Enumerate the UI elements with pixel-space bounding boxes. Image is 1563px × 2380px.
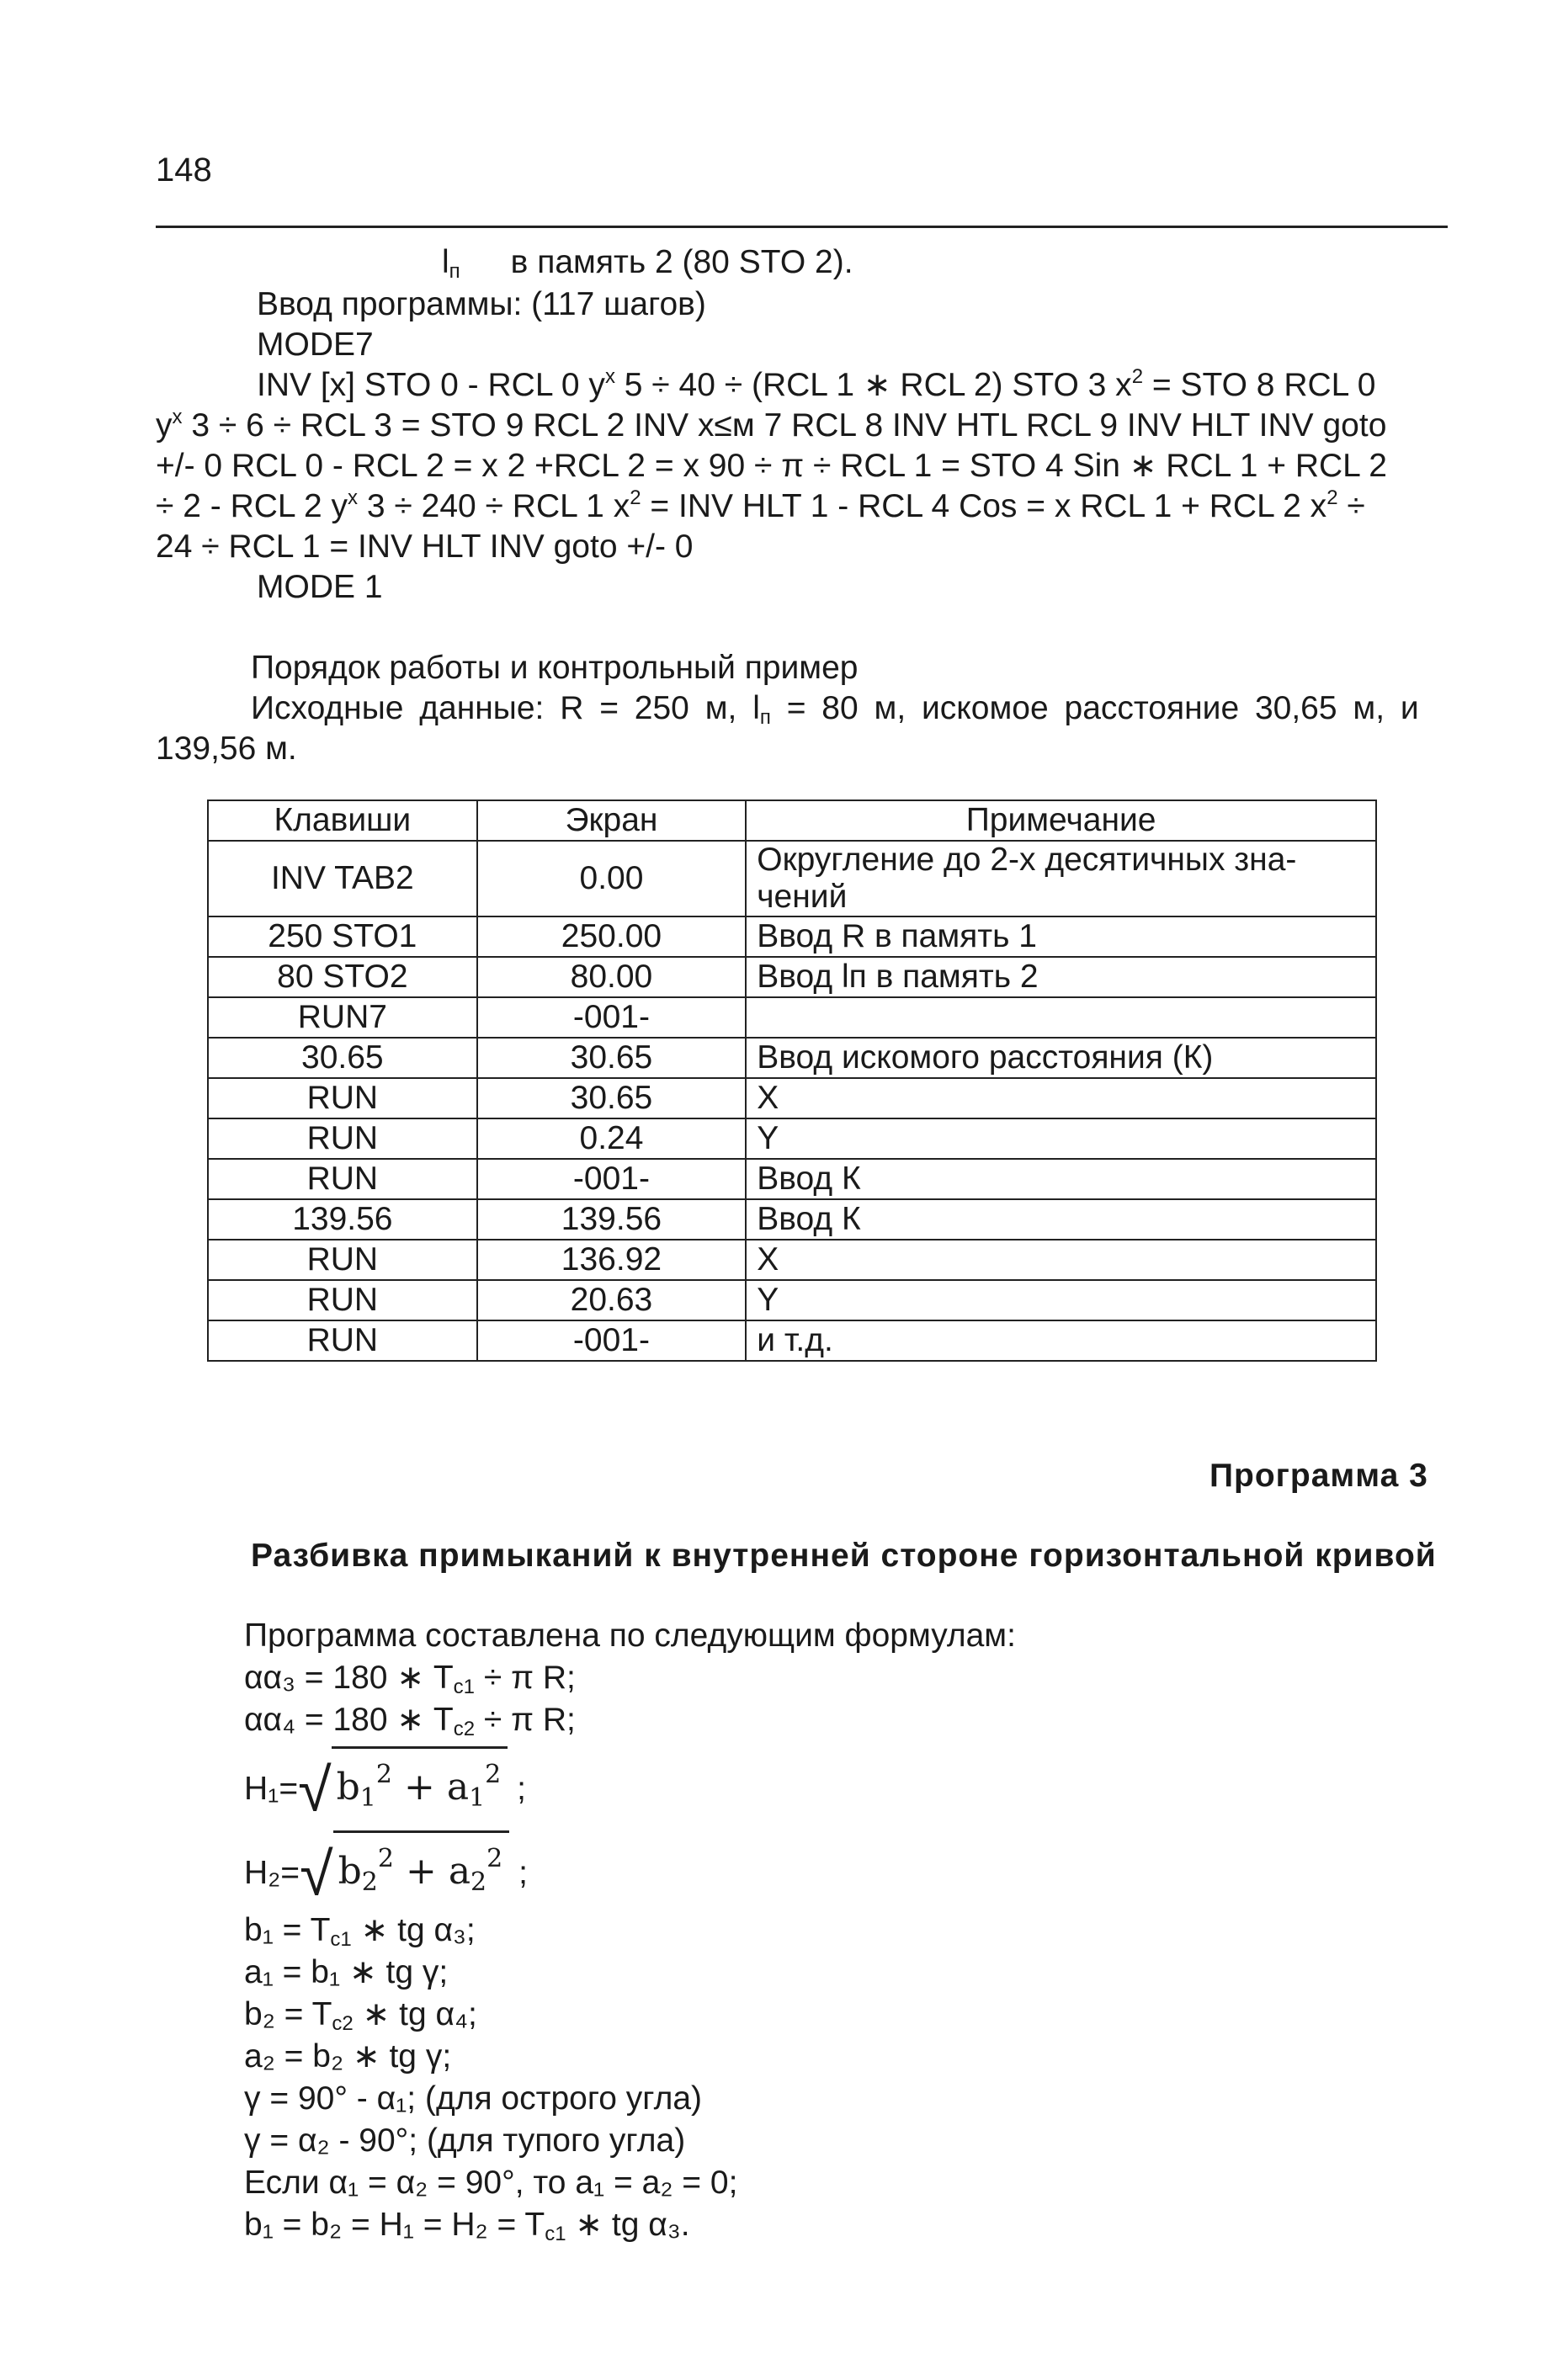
- cell-note: Ввод К: [746, 1199, 1376, 1240]
- table-row: [208, 957, 1376, 997]
- cell-screen: 20.63: [477, 1280, 747, 1320]
- table-row: [208, 1240, 1376, 1280]
- column-header-screen: Экран: [477, 800, 747, 841]
- table-row: [208, 1280, 1376, 1320]
- formula-alpha4: αα₄ = 180 ∗ $T_{c2} \div \pi$ R;: [244, 1702, 576, 1740]
- cell-note: [746, 997, 1376, 1038]
- memory-line: $l_п$ в память 2 (80 STO 2).: [442, 244, 853, 283]
- initial-data-line: Исходные данные: R = 250 м, $l_п = 80$ м, искомое расстояние 30,65 м, и: [251, 690, 1419, 729]
- procedure-heading: Порядок работы и контрольный пример: [251, 650, 859, 686]
- cell-screen: 136.92: [477, 1240, 747, 1280]
- cell-screen: 80.00: [477, 957, 747, 997]
- cell-keys: 250 STO1: [208, 916, 477, 957]
- program-3-label: Программа 3: [1209, 1458, 1428, 1494]
- cell-keys: RUN: [208, 1240, 477, 1280]
- cell-note: Ввод R в память 1: [746, 916, 1376, 957]
- cell-note: и т.д.: [746, 1320, 1376, 1361]
- formula-condition: Если α₁ = α₂ = 90°, то a₁ = a₂ = 0;: [244, 2165, 738, 2201]
- table-row: [208, 1118, 1376, 1159]
- cell-keys: 30.65: [208, 1038, 477, 1078]
- sqrt-icon: √: [300, 1841, 333, 1909]
- cell-keys: 139.56: [208, 1199, 477, 1240]
- formula-h2: H₂=√ $b_2^2 + a_2^2$ ;: [244, 1830, 528, 1907]
- formulas-intro: Программа составлена по следующим формулам:: [244, 1618, 1016, 1654]
- program-code-line-5: 24 ÷ RCL 1 = INV HLT INV goto +/- 0: [156, 529, 694, 565]
- cell-note: Ввод К: [746, 1159, 1376, 1199]
- cell-note: Ввод lп в память 2: [746, 957, 1376, 997]
- program-code-line-2: $y^x$ 3 ÷ 6 ÷ RCL 3 = STO 9 RCL 2 INV x≤м 7 RCL 8 INV HTL RCL 9 INV HLT INV goto: [156, 406, 1387, 444]
- section-title: Разбивка примыканий к внутренней стороне горизонтальной кривой: [251, 1538, 1437, 1574]
- table-row: [208, 841, 1376, 916]
- cell-keys: RUN: [208, 1118, 477, 1159]
- cell-screen: -001-: [477, 1159, 747, 1199]
- table-row: [208, 997, 1376, 1038]
- formula-equalities: $b_1 = b_2 = H_1 = H_2 = T_{c1}$ ∗ tg α₃.: [244, 2207, 690, 2245]
- cell-screen: 30.65: [477, 1038, 747, 1078]
- program-code-line-3: +/- 0 RCL 0 - RCL 2 = x 2 +RCL 2 = x 90 ÷ π ÷ RCL 1 = STO 4 Sin ∗ RCL 1 + RCL 2: [156, 448, 1387, 484]
- formula-a1: a₁ = b₁ ∗ tg γ;: [244, 1954, 449, 1990]
- cell-note: Округление до 2-х десятичных зна- чений: [746, 841, 1376, 916]
- sqrt-icon: √: [298, 1756, 332, 1825]
- program-code-line-1: INV [x] STO 0 - RCL 0 $y^x$ 5 ÷ 40 ÷ (RCL 1 ∗ RCL 2) STO 3 $x^2$ = STO 8 RCL 0: [257, 365, 1376, 403]
- cell-screen: 0.24: [477, 1118, 747, 1159]
- cell-keys: RUN: [208, 1159, 477, 1199]
- cell-note: X: [746, 1078, 1376, 1118]
- table-row: [208, 1078, 1376, 1118]
- initial-data-line-2: 139,56 м.: [156, 730, 297, 767]
- table-header-row: [208, 800, 1376, 841]
- column-header-note: Примечание: [746, 800, 1376, 841]
- formula-b2: $b_2 = T_{c2}$ ∗ tg α₄;: [244, 1996, 477, 2035]
- cell-keys: 80 STO2: [208, 957, 477, 997]
- table-row: [208, 1199, 1376, 1240]
- cell-keys: RUN: [208, 1280, 477, 1320]
- cell-keys: RUN7: [208, 997, 477, 1038]
- cell-note: X: [746, 1240, 1376, 1280]
- cell-note: Y: [746, 1280, 1376, 1320]
- mode1-line: MODE 1: [257, 569, 383, 605]
- cell-screen: 139.56: [477, 1199, 747, 1240]
- formula-gamma-obtuse: γ = α₂ - 90°; (для тупого угла): [244, 2122, 686, 2159]
- program-code-line-4: ÷ 2 - RCL 2 $y^x$ 3 ÷ 240 ÷ RCL 1 $x^2$ = INV HLT 1 - RCL 4 Cos = x RCL 1 + RCL 2 $x^2$ ÷: [156, 486, 1365, 524]
- cell-keys: RUN: [208, 1078, 477, 1118]
- table-row: [208, 1159, 1376, 1199]
- cell-screen: -001-: [477, 997, 747, 1038]
- formula-b1: $b_1 = T_{c1}$ ∗ tg α₃;: [244, 1912, 476, 1951]
- formula-gamma-acute: γ = 90° - α₁; (для острого угла): [244, 2080, 703, 2117]
- formula-a2: a₂ = b₂ ∗ tg γ;: [244, 2038, 452, 2075]
- mode7-line: MODE7: [257, 327, 374, 363]
- page-number: 148: [156, 151, 212, 189]
- column-header-keys: Клавиши: [208, 800, 477, 841]
- cell-note: Y: [746, 1118, 1376, 1159]
- table-row: [208, 1038, 1376, 1078]
- table-row: [208, 916, 1376, 957]
- formula-alpha3: αα₃ = 180 ∗ $T_{c1} \div \pi$ R;: [244, 1660, 576, 1698]
- cell-keys: INV TAB2: [208, 841, 477, 916]
- control-example-table: [207, 800, 1377, 1362]
- cell-note: Ввод искомого расстояния (К): [746, 1038, 1376, 1078]
- cell-screen: 0.00: [477, 841, 747, 916]
- cell-keys: RUN: [208, 1320, 477, 1361]
- cell-screen: 30.65: [477, 1078, 747, 1118]
- header-rule: [156, 226, 1448, 228]
- cell-screen: -001-: [477, 1320, 747, 1361]
- program-input-line: Ввод программы: (117 шагов): [257, 286, 706, 322]
- table-row: [208, 1320, 1376, 1361]
- formula-h1: H₁=√ $b_1^2 + a_1^2$ ;: [244, 1746, 526, 1823]
- cell-screen: 250.00: [477, 916, 747, 957]
